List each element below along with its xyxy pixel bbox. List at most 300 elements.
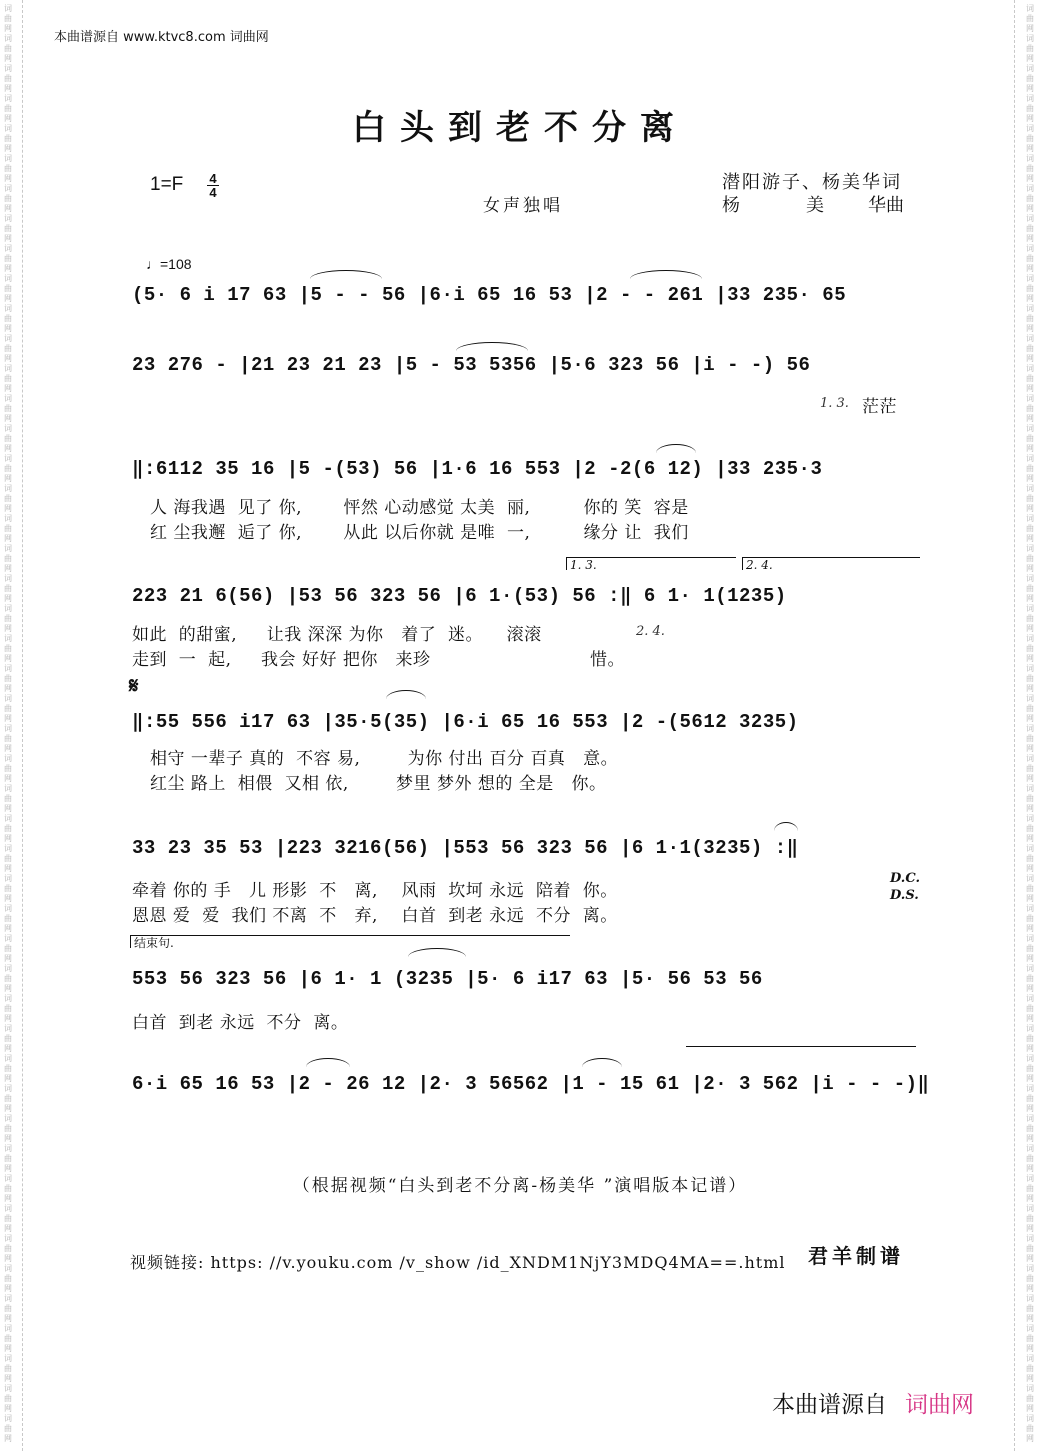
watermark-char: 曲 bbox=[4, 584, 12, 593]
watermark-char: 网 bbox=[4, 564, 12, 573]
watermark-char: 网 bbox=[1026, 1134, 1034, 1143]
watermark-char: 曲 bbox=[4, 524, 12, 533]
watermark-char: 词 bbox=[4, 394, 12, 403]
watermark-char: 词 bbox=[1026, 364, 1034, 373]
watermark-char: 曲 bbox=[4, 374, 12, 383]
watermark-char: 网 bbox=[4, 1194, 12, 1203]
watermark-char: 曲 bbox=[1026, 44, 1034, 53]
watermark-char: 词 bbox=[1026, 1144, 1034, 1153]
volta-2: 2. 4. bbox=[742, 557, 920, 570]
watermark-char: 词 bbox=[1026, 874, 1034, 883]
watermark-char: 词 bbox=[4, 244, 12, 253]
watermark-char: 词 bbox=[1026, 1054, 1034, 1063]
watermark-char: 网 bbox=[1026, 174, 1034, 183]
transcription-note: （根据视频“白头到老不分离-杨美华 ”演唱版本记谱） bbox=[292, 1176, 748, 1196]
watermark-char: 网 bbox=[4, 1404, 12, 1413]
watermark-char: 网 bbox=[1026, 294, 1034, 303]
watermark-char: 网 bbox=[4, 1164, 12, 1173]
watermark-char: 网 bbox=[4, 444, 12, 453]
watermark-char: 曲 bbox=[1026, 1004, 1034, 1013]
watermark-char: 网 bbox=[4, 714, 12, 723]
watermark-char: 曲 bbox=[4, 1214, 12, 1223]
watermark-char: 网 bbox=[4, 1104, 12, 1113]
watermark-char: 曲 bbox=[4, 1334, 12, 1343]
watermark-char: 网 bbox=[1026, 444, 1034, 453]
watermark-char: 词 bbox=[4, 364, 12, 373]
watermark-char: 曲 bbox=[4, 854, 12, 863]
verse-marker: 2. 4. bbox=[636, 624, 665, 639]
watermark-char: 词 bbox=[4, 1324, 12, 1333]
watermark-char: 网 bbox=[4, 384, 12, 393]
watermark-char: 词 bbox=[4, 904, 12, 913]
watermark-char: 词 bbox=[4, 1054, 12, 1063]
watermark-char: 网 bbox=[4, 114, 12, 123]
watermark-char: 词 bbox=[4, 1414, 12, 1423]
watermark-char: 词 bbox=[4, 994, 12, 1003]
video-link-label: 视频链接: bbox=[130, 1253, 205, 1272]
watermark-char: 网 bbox=[4, 1344, 12, 1353]
watermark-char: 词 bbox=[1026, 1114, 1034, 1123]
watermark-char: 曲 bbox=[4, 614, 12, 623]
watermark-char: 词 bbox=[4, 544, 12, 553]
watermark-char: 网 bbox=[1026, 114, 1034, 123]
watermark-char: 词 bbox=[4, 1144, 12, 1153]
watermark-char: 曲 bbox=[1026, 704, 1034, 713]
watermark-char: 曲 bbox=[1026, 914, 1034, 923]
watermark-char: 网 bbox=[1026, 1104, 1034, 1113]
watermark-char: 词 bbox=[1026, 694, 1034, 703]
watermark-char: 网 bbox=[4, 984, 12, 993]
watermark-char: 曲 bbox=[1026, 404, 1034, 413]
watermark-char: 曲 bbox=[1026, 1064, 1034, 1073]
watermark-char: 网 bbox=[4, 1014, 12, 1023]
watermark-char: 词 bbox=[4, 1114, 12, 1123]
watermark-char: 网 bbox=[4, 774, 12, 783]
time-signature-top: 4 bbox=[209, 171, 217, 186]
key-signature: 1=F bbox=[150, 174, 184, 195]
watermark-char: 网 bbox=[1026, 624, 1034, 633]
watermark-char: 词 bbox=[4, 664, 12, 673]
watermark-char: 曲 bbox=[1026, 824, 1034, 833]
watermark-char: 曲 bbox=[1026, 884, 1034, 893]
watermark-char: 曲 bbox=[1026, 1214, 1034, 1223]
watermark-char: 曲 bbox=[1026, 134, 1034, 143]
watermark-char: 曲 bbox=[4, 1304, 12, 1313]
watermark-char: 网 bbox=[1026, 474, 1034, 483]
segno-sign: 𝄋 bbox=[129, 673, 139, 699]
watermark-char: 曲 bbox=[1026, 854, 1034, 863]
coda-bracket bbox=[686, 1046, 916, 1047]
watermark-char: 词 bbox=[4, 124, 12, 133]
watermark-char: 词 bbox=[4, 1384, 12, 1393]
watermark-char: 曲 bbox=[4, 1394, 12, 1403]
song-title: 白头到老不分离 bbox=[352, 108, 688, 148]
verse-marker: 1. 3. bbox=[820, 396, 849, 411]
watermark-char: 曲 bbox=[4, 554, 12, 563]
time-signature-bottom: 4 bbox=[207, 185, 219, 199]
watermark-char: 网 bbox=[4, 1434, 12, 1443]
footer-brand-left: 本曲谱源自 bbox=[772, 1392, 887, 1418]
watermark-char: 词 bbox=[4, 454, 12, 463]
dc-mark: D.C. bbox=[890, 871, 920, 886]
watermark-char: 词 bbox=[1026, 1204, 1034, 1213]
watermark-char: 网 bbox=[1026, 924, 1034, 933]
watermark-char: 词 bbox=[1026, 814, 1034, 823]
watermark-char: 曲 bbox=[4, 1004, 12, 1013]
watermark-char: 曲 bbox=[4, 1064, 12, 1073]
watermark-char: 曲 bbox=[4, 704, 12, 713]
ending-label: 结束句. bbox=[130, 935, 570, 948]
watermark-char: 曲 bbox=[4, 674, 12, 683]
watermark-char: 曲 bbox=[4, 1364, 12, 1373]
watermark-char: 词 bbox=[4, 574, 12, 583]
watermark-char: 曲 bbox=[4, 224, 12, 233]
watermark-char: 词 bbox=[1026, 94, 1034, 103]
lyric-line-1: 如此 的甜蜜, 让我 深深 为你 着了 迷。 滚滚 bbox=[132, 625, 542, 645]
watermark-char: 词 bbox=[1026, 844, 1034, 853]
watermark-char: 曲 bbox=[1026, 74, 1034, 83]
watermark-char: 网 bbox=[1026, 1374, 1034, 1383]
watermark-char: 词 bbox=[1026, 934, 1034, 943]
watermark-char: 曲 bbox=[4, 794, 12, 803]
watermark-char: 曲 bbox=[1026, 14, 1034, 23]
watermark-char: 词 bbox=[1026, 1084, 1034, 1093]
dc-ds-marks bbox=[890, 870, 920, 904]
watermark-char: 曲 bbox=[1026, 434, 1034, 443]
watermark-char: 曲 bbox=[4, 1034, 12, 1043]
watermark-char: 曲 bbox=[1026, 554, 1034, 563]
watermark-char: 网 bbox=[1026, 1164, 1034, 1173]
watermark-char: 曲 bbox=[4, 1424, 12, 1433]
watermark-char: 词 bbox=[1026, 334, 1034, 343]
watermark-char: 词 bbox=[1026, 154, 1034, 163]
watermark-char: 曲 bbox=[4, 254, 12, 263]
source-line: 本曲谱源自 www.ktvc8.com 词曲网 bbox=[54, 30, 269, 45]
watermark-char: 词 bbox=[1026, 1024, 1034, 1033]
watermark-char: 词 bbox=[4, 694, 12, 703]
watermark-char: 词 bbox=[1026, 1234, 1034, 1243]
watermark-char: 词 bbox=[4, 634, 12, 643]
watermark-char: 网 bbox=[1026, 684, 1034, 693]
staff-notes: 223 21 6(56) |53 56 323 56 |6 1·(53) 56 :‖ 6 1· 1(1235) bbox=[132, 585, 787, 607]
watermark-char: 网 bbox=[1026, 144, 1034, 153]
watermark-char: 词 bbox=[4, 34, 12, 43]
watermark-char: 网 bbox=[1026, 504, 1034, 513]
watermark-char: 词 bbox=[4, 64, 12, 73]
watermark-char: 词 bbox=[1026, 454, 1034, 463]
watermark-char: 网 bbox=[1026, 54, 1034, 63]
watermark-char: 曲 bbox=[1026, 1094, 1034, 1103]
watermark-char: 曲 bbox=[1026, 1274, 1034, 1283]
watermark-char: 网 bbox=[4, 1224, 12, 1233]
watermark-char: 网 bbox=[4, 594, 12, 603]
watermark-char: 网 bbox=[1026, 1344, 1034, 1353]
watermark-char: 网 bbox=[1026, 1284, 1034, 1293]
lyric-line-1: 相守 一辈子 真的 不容 易, 为你 付出 百分 百真 意。 bbox=[150, 749, 619, 769]
voice-type: 女声独唱 bbox=[483, 196, 563, 216]
staff-notes: 33 23 35 53 |223 3216(56) |553 56 323 56 |6 1·1(3235) :‖ bbox=[132, 837, 799, 859]
watermark-char: 网 bbox=[4, 324, 12, 333]
watermark-char: 网 bbox=[1026, 714, 1034, 723]
watermark-char: 网 bbox=[1026, 834, 1034, 843]
watermark-char: 词 bbox=[4, 334, 12, 343]
watermark-char: 网 bbox=[4, 1134, 12, 1143]
watermark-char: 曲 bbox=[4, 14, 12, 23]
watermark-char: 网 bbox=[4, 414, 12, 423]
watermark-char: 网 bbox=[1026, 1404, 1034, 1413]
watermark-char: 网 bbox=[1026, 744, 1034, 753]
watermark-char: 曲 bbox=[1026, 1364, 1034, 1373]
watermark-char: 曲 bbox=[4, 1154, 12, 1163]
watermark-char: 曲 bbox=[4, 764, 12, 773]
watermark-char: 曲 bbox=[1026, 1184, 1034, 1193]
footer-brand bbox=[772, 1386, 974, 1419]
watermark-char: 曲 bbox=[4, 644, 12, 653]
video-link-url[interactable]: https: //v.youku.com /v_show /id_XNDM1NjY3MDQ4MA==.html bbox=[210, 1253, 786, 1272]
watermark-char: 曲 bbox=[4, 194, 12, 203]
watermark-char: 网 bbox=[4, 474, 12, 483]
watermark-char: 曲 bbox=[1026, 1154, 1034, 1163]
watermark-char: 网 bbox=[4, 84, 12, 93]
watermark-char: 词 bbox=[1026, 34, 1034, 43]
watermark-char: 曲 bbox=[1026, 674, 1034, 683]
lyric-line-2: 红 尘我邂 逅了 你, 从此 以后你就 是唯 一, 缘分 让 我们 bbox=[150, 523, 689, 543]
watermark-char: 词 bbox=[4, 4, 12, 13]
watermark-char: 曲 bbox=[1026, 614, 1034, 623]
watermark-char: 网 bbox=[1026, 774, 1034, 783]
watermark-char: 词 bbox=[4, 1024, 12, 1033]
watermark-char: 词 bbox=[4, 754, 12, 763]
transcriber-signature: 君羊制谱 bbox=[808, 1244, 904, 1268]
watermark-char: 词 bbox=[1026, 1324, 1034, 1333]
composer-char-1: 杨 bbox=[722, 195, 740, 216]
lyric-line-2: 走到 一 起, 我会 好好 把你 来珍 惜。 bbox=[132, 650, 625, 670]
watermark-char: 曲 bbox=[4, 974, 12, 983]
watermark-char: 曲 bbox=[4, 314, 12, 323]
watermark-char: 网 bbox=[1026, 594, 1034, 603]
watermark-char: 曲 bbox=[4, 734, 12, 743]
watermark-char: 网 bbox=[4, 894, 12, 903]
watermark-char: 曲 bbox=[4, 344, 12, 353]
watermark-char: 网 bbox=[4, 684, 12, 693]
watermark-char: 网 bbox=[1026, 1194, 1034, 1203]
watermark-char: 词 bbox=[4, 874, 12, 883]
footer-brand-right[interactable]: 词曲网 bbox=[905, 1392, 974, 1418]
watermark-char: 词 bbox=[4, 1354, 12, 1363]
watermark-char: 词 bbox=[1026, 1354, 1034, 1363]
watermark-char: 网 bbox=[4, 144, 12, 153]
watermark-char: 网 bbox=[4, 54, 12, 63]
watermark-char: 曲 bbox=[1026, 1124, 1034, 1133]
lyric-line-2: 恩恩 爱 爱 我们 不离 不 弃, 白首 到老 永远 不分 离。 bbox=[132, 906, 618, 926]
watermark-char: 词 bbox=[1026, 1174, 1034, 1183]
watermark-char: 曲 bbox=[4, 944, 12, 953]
watermark-char: 网 bbox=[4, 834, 12, 843]
watermark-char: 曲 bbox=[4, 404, 12, 413]
watermark-char: 词 bbox=[4, 214, 12, 223]
composer-char-2: 美 bbox=[806, 195, 824, 216]
watermark-char: 曲 bbox=[1026, 1034, 1034, 1043]
watermark-char: 词 bbox=[1026, 544, 1034, 553]
watermark-char: 曲 bbox=[4, 44, 12, 53]
watermark-char: 网 bbox=[1026, 894, 1034, 903]
watermark-char: 网 bbox=[4, 1074, 12, 1083]
watermark-char: 词 bbox=[1026, 124, 1034, 133]
watermark-char: 网 bbox=[4, 954, 12, 963]
lyric-line-2: 红尘 路上 相偎 又相 依, 梦里 梦外 想的 全是 你。 bbox=[150, 774, 607, 794]
tempo-mark: ♩=108 bbox=[146, 256, 192, 272]
watermark-char: 网 bbox=[1026, 414, 1034, 423]
watermark-char: 网 bbox=[4, 234, 12, 243]
watermark-char: 曲 bbox=[4, 284, 12, 293]
lyric-line-1: 牵着 你的 手 儿 形影 不 离, 风雨 坎坷 永远 陪着 你。 bbox=[132, 881, 618, 901]
watermark-char: 网 bbox=[1026, 864, 1034, 873]
watermark-char: 词 bbox=[1026, 574, 1034, 583]
watermark-char: 词 bbox=[1026, 274, 1034, 283]
watermark-char: 曲 bbox=[1026, 734, 1034, 743]
watermark-char: 词 bbox=[1026, 244, 1034, 253]
watermark-char: 网 bbox=[1026, 204, 1034, 213]
staff-notes: 23 276 - |21 23 21 23 |5 - 53 5356 |5·6 323 56 |i - -) 56 bbox=[132, 354, 811, 376]
watermark-char: 词 bbox=[4, 1174, 12, 1183]
watermark-char: 词 bbox=[1026, 394, 1034, 403]
volta-1: 1. 3. bbox=[566, 557, 736, 570]
right-watermark-strip bbox=[1024, 0, 1038, 1451]
watermark-char: 曲 bbox=[4, 164, 12, 173]
video-link bbox=[130, 1250, 785, 1273]
staff-notes: (5· 6 i 17 63 |5 - - 56 |6·i 65 16 53 |2 - - 261 |33 235· 65 bbox=[132, 284, 847, 306]
watermark-char: 网 bbox=[1026, 1074, 1034, 1083]
watermark-char: 网 bbox=[1026, 804, 1034, 813]
watermark-char: 曲 bbox=[1026, 1334, 1034, 1343]
watermark-char: 词 bbox=[4, 604, 12, 613]
watermark-char: 曲 bbox=[1026, 794, 1034, 803]
watermark-char: 网 bbox=[1026, 1224, 1034, 1233]
watermark-char: 曲 bbox=[1026, 104, 1034, 113]
watermark-char: 曲 bbox=[4, 1184, 12, 1193]
watermark-char: 曲 bbox=[4, 884, 12, 893]
watermark-char: 网 bbox=[4, 1314, 12, 1323]
watermark-char: 词 bbox=[1026, 664, 1034, 673]
watermark-char: 词 bbox=[1026, 214, 1034, 223]
watermark-char: 词 bbox=[1026, 634, 1034, 643]
watermark-char: 网 bbox=[4, 1254, 12, 1263]
watermark-char: 网 bbox=[1026, 534, 1034, 543]
watermark-char: 词 bbox=[4, 1294, 12, 1303]
watermark-char: 词 bbox=[1026, 64, 1034, 73]
watermark-char: 词 bbox=[1026, 1294, 1034, 1303]
watermark-char: 词 bbox=[1026, 4, 1034, 13]
watermark-char: 曲 bbox=[1026, 1424, 1034, 1433]
left-watermark-strip bbox=[2, 0, 16, 1451]
watermark-char: 曲 bbox=[1026, 764, 1034, 773]
lyric-line-1: 人 海我遇 见了 你, 怦然 心动感觉 太美 丽, 你的 笑 容是 bbox=[150, 498, 689, 518]
watermark-char: 词 bbox=[1026, 484, 1034, 493]
watermark-char: 网 bbox=[4, 24, 12, 33]
staff-notes: ‖:6112 35 16 |5 -(53) 56 |1·6 16 553 |2 -2(6 12) |33 235·3 bbox=[132, 458, 823, 480]
composer-credit bbox=[722, 191, 904, 217]
watermark-char: 词 bbox=[4, 1084, 12, 1093]
watermark-char: 网 bbox=[1026, 384, 1034, 393]
time-signature bbox=[207, 172, 219, 199]
watermark-char: 网 bbox=[1026, 234, 1034, 243]
watermark-char: 词 bbox=[4, 1264, 12, 1273]
watermark-char: 网 bbox=[4, 1374, 12, 1383]
ds-mark: D.S. bbox=[890, 888, 919, 903]
watermark-char: 曲 bbox=[4, 74, 12, 83]
watermark-char: 曲 bbox=[4, 434, 12, 443]
watermark-char: 曲 bbox=[4, 824, 12, 833]
watermark-char: 曲 bbox=[4, 1094, 12, 1103]
watermark-char: 网 bbox=[1026, 1434, 1034, 1443]
watermark-char: 网 bbox=[4, 924, 12, 933]
watermark-char: 词 bbox=[4, 844, 12, 853]
watermark-char: 网 bbox=[4, 624, 12, 633]
watermark-char: 词 bbox=[1026, 724, 1034, 733]
watermark-char: 词 bbox=[1026, 304, 1034, 313]
watermark-char: 词 bbox=[1026, 1384, 1034, 1393]
watermark-char: 词 bbox=[4, 1234, 12, 1243]
watermark-char: 网 bbox=[1026, 1314, 1034, 1323]
watermark-char: 曲 bbox=[4, 1244, 12, 1253]
watermark-char: 词 bbox=[4, 934, 12, 943]
watermark-char: 词 bbox=[4, 304, 12, 313]
watermark-char: 曲 bbox=[1026, 974, 1034, 983]
lyric-line: 茫茫 bbox=[862, 397, 897, 417]
watermark-char: 网 bbox=[1026, 1254, 1034, 1263]
watermark-char: 词 bbox=[1026, 514, 1034, 523]
watermark-char: 网 bbox=[4, 654, 12, 663]
watermark-char: 网 bbox=[1026, 954, 1034, 963]
watermark-char: 词 bbox=[4, 484, 12, 493]
watermark-char: 曲 bbox=[4, 914, 12, 923]
watermark-char: 网 bbox=[4, 504, 12, 513]
watermark-char: 网 bbox=[1026, 654, 1034, 663]
watermark-char: 曲 bbox=[1026, 1304, 1034, 1313]
watermark-char: 网 bbox=[4, 804, 12, 813]
watermark-char: 网 bbox=[1026, 354, 1034, 363]
watermark-char: 曲 bbox=[1026, 944, 1034, 953]
watermark-char: 曲 bbox=[4, 104, 12, 113]
watermark-char: 曲 bbox=[1026, 284, 1034, 293]
watermark-char: 词 bbox=[4, 784, 12, 793]
watermark-char: 网 bbox=[1026, 1044, 1034, 1053]
staff-notes: 553 56 323 56 |6 1· 1 (3235 |5· 6 i17 63 |5· 56 53 56 bbox=[132, 968, 763, 990]
watermark-char: 词 bbox=[1026, 994, 1034, 1003]
watermark-char: 词 bbox=[4, 724, 12, 733]
watermark-char: 词 bbox=[4, 514, 12, 523]
watermark-char: 曲 bbox=[4, 494, 12, 503]
watermark-char: 曲 bbox=[1026, 314, 1034, 323]
watermark-char: 词 bbox=[1026, 1264, 1034, 1273]
watermark-char: 网 bbox=[4, 264, 12, 273]
watermark-char: 曲 bbox=[1026, 1244, 1034, 1253]
watermark-char: 网 bbox=[4, 294, 12, 303]
watermark-char: 词 bbox=[1026, 964, 1034, 973]
watermark-char: 词 bbox=[4, 964, 12, 973]
watermark-char: 曲 bbox=[1026, 194, 1034, 203]
watermark-char: 网 bbox=[4, 354, 12, 363]
watermark-char: 曲 bbox=[1026, 494, 1034, 503]
watermark-char: 词 bbox=[1026, 1414, 1034, 1423]
watermark-char: 词 bbox=[1026, 784, 1034, 793]
lyricist-credit: 潜阳游子、杨美华词 bbox=[722, 172, 902, 193]
staff-notes: 6·i 65 16 53 |2 - 26 12 |2· 3 56562 |1 - 15 61 |2· 3 562 |i - - -)‖ bbox=[132, 1073, 930, 1095]
watermark-char: 曲 bbox=[1026, 164, 1034, 173]
watermark-char: 网 bbox=[4, 1284, 12, 1293]
watermark-char: 曲 bbox=[1026, 524, 1034, 533]
watermark-char: 曲 bbox=[4, 464, 12, 473]
